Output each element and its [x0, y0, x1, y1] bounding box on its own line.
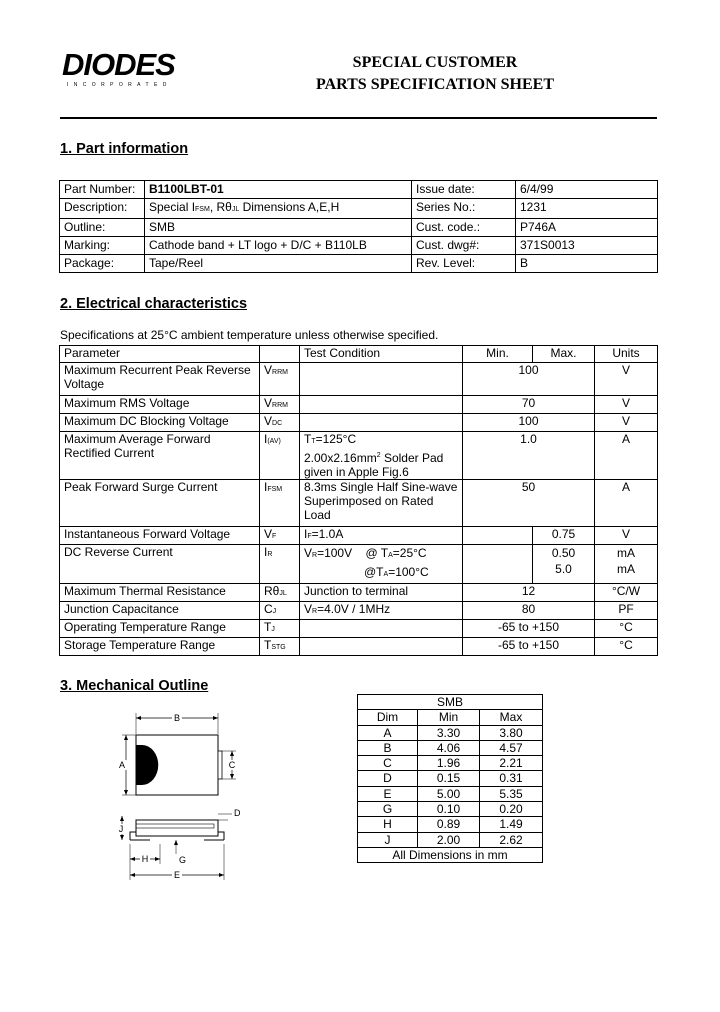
- table-row: [60, 432, 658, 480]
- value: 1.0: [463, 432, 595, 480]
- max: 4.57: [480, 740, 543, 755]
- value: -65 to +150: [463, 620, 595, 638]
- condition: VR=4.0V / 1MHz: [300, 602, 463, 620]
- symbol: I(AV): [260, 432, 300, 480]
- unit: V: [595, 396, 658, 414]
- value: 1231: [516, 199, 658, 219]
- param: Maximum Thermal Resistance: [60, 584, 260, 602]
- max: 0.20: [480, 802, 543, 817]
- section-1-heading: 1. Part information: [60, 141, 189, 157]
- condition: [300, 620, 463, 638]
- part-number: B1100LBT-01: [145, 181, 412, 199]
- table-header-row: [60, 346, 658, 363]
- max: 3.80: [480, 725, 543, 740]
- value: 50: [463, 480, 595, 527]
- table-header-row: [358, 710, 543, 725]
- dim: J: [358, 832, 418, 847]
- param: Operating Temperature Range: [60, 620, 260, 638]
- dim-title: SMB: [358, 695, 543, 710]
- table-row: [358, 817, 543, 832]
- dim-footer: All Dimensions in mm: [358, 847, 543, 862]
- table-row: [60, 638, 658, 656]
- unit: V: [595, 527, 658, 545]
- table-row: [358, 695, 543, 710]
- table-row: [358, 771, 543, 786]
- title-line-1: SPECIAL CUSTOMER: [352, 54, 518, 71]
- symbol: IR: [260, 545, 300, 584]
- max: 0.75: [533, 527, 595, 545]
- logo-subtitle: INCORPORATED: [67, 82, 172, 88]
- table-row: [358, 786, 543, 801]
- table-row: [60, 237, 658, 255]
- param: Peak Forward Surge Current: [60, 480, 260, 527]
- dim: G: [358, 802, 418, 817]
- table-row: [60, 414, 658, 432]
- label: Description:: [60, 199, 145, 219]
- condition: TT=125°C $2.00x2.16mm^2$ Solder Pad given in Apple Fig.6: [300, 432, 463, 480]
- table-row: [358, 725, 543, 740]
- header-test-condition: Test Condition: [300, 346, 463, 363]
- label: Cust. code.:: [412, 219, 516, 237]
- min: 5.00: [418, 786, 480, 801]
- table-row: [60, 199, 658, 219]
- symbol: VRRM: [260, 396, 300, 414]
- symbol: IFSM: [260, 480, 300, 527]
- label: Series No.:: [412, 199, 516, 219]
- max: 5.35: [480, 786, 543, 801]
- min: 4.06: [418, 740, 480, 755]
- dim: B: [358, 740, 418, 755]
- symbol: TSTG: [260, 638, 300, 656]
- label-j: J: [118, 824, 124, 834]
- diodes-logo: DIODES: [62, 47, 175, 82]
- param: Storage Temperature Range: [60, 638, 260, 656]
- param: Maximum RMS Voltage: [60, 396, 260, 414]
- unit: A: [595, 432, 658, 480]
- table-row: [358, 756, 543, 771]
- value: 6/4/99: [516, 181, 658, 199]
- dim: C: [358, 756, 418, 771]
- description-value: Special IFSM, RθJL Dimensions A,E,H: [145, 199, 412, 219]
- unit: V: [595, 414, 658, 432]
- label: Rev. Level:: [412, 255, 516, 273]
- param: Maximum DC Blocking Voltage: [60, 414, 260, 432]
- symbol: RθJL: [260, 584, 300, 602]
- label: Marking:: [60, 237, 145, 255]
- header-symbol: [260, 346, 300, 363]
- value: SMB: [145, 219, 412, 237]
- value: 371S0013: [516, 237, 658, 255]
- table-row: [60, 545, 658, 584]
- value: Cathode band + LT logo + D/C + B110LB: [145, 237, 412, 255]
- label: Part Number:: [60, 181, 145, 199]
- dim: D: [358, 771, 418, 786]
- min: 2.00: [418, 832, 480, 847]
- table-row: [60, 363, 658, 396]
- dim: E: [358, 786, 418, 801]
- header-dim: Dim: [358, 710, 418, 725]
- label-g: G: [179, 855, 187, 865]
- section-2-heading: 2. Electrical characteristics: [60, 296, 248, 312]
- unit: mA mA: [595, 545, 658, 584]
- max: 0.31: [480, 771, 543, 786]
- min: [463, 545, 533, 584]
- title-line-2: PARTS SPECIFICATION SHEET: [315, 76, 554, 93]
- symbol: CJ: [260, 602, 300, 620]
- min: 3.30: [418, 725, 480, 740]
- label-e: E: [173, 870, 181, 880]
- condition: [300, 638, 463, 656]
- condition: [300, 363, 463, 396]
- value: P746A: [516, 219, 658, 237]
- label: Cust. dwg#:: [412, 237, 516, 255]
- condition: 8.3ms Single Half Sine-wave Superimposed on Rated Load: [300, 480, 463, 527]
- unit: °C: [595, 638, 658, 656]
- value: Tape/Reel: [145, 255, 412, 273]
- label-h: H: [141, 854, 149, 864]
- param: Instantaneous Forward Voltage: [60, 527, 260, 545]
- value: 100: [463, 414, 595, 432]
- table-row: [60, 527, 658, 545]
- min: 0.15: [418, 771, 480, 786]
- condition: [300, 396, 463, 414]
- param: Junction Capacitance: [60, 602, 260, 620]
- label: Package:: [60, 255, 145, 273]
- value: B: [516, 255, 658, 273]
- value: 100: [463, 363, 595, 396]
- header-rule: [60, 117, 657, 119]
- unit: PF: [595, 602, 658, 620]
- unit: °C: [595, 620, 658, 638]
- header-units: Units: [595, 346, 658, 363]
- table-row: [60, 602, 658, 620]
- symbol: VDC: [260, 414, 300, 432]
- table-row: [358, 802, 543, 817]
- section-3-heading: 3. Mechanical Outline: [60, 678, 209, 694]
- symbol: TJ: [260, 620, 300, 638]
- condition: [300, 414, 463, 432]
- table-row: [60, 396, 658, 414]
- min: 0.89: [418, 817, 480, 832]
- table-row: [60, 219, 658, 237]
- max: 1.49: [480, 817, 543, 832]
- symbol: VRRM: [260, 363, 300, 396]
- dimensions-table: [357, 694, 543, 863]
- table-row: [358, 740, 543, 755]
- header-max: Max.: [533, 346, 595, 363]
- min: 0.10: [418, 802, 480, 817]
- part-info-table: [59, 180, 658, 273]
- dim: H: [358, 817, 418, 832]
- header-min: Min.: [463, 346, 533, 363]
- param: DC Reverse Current: [60, 545, 260, 584]
- param: Maximum Recurrent Peak Reverse Voltage: [60, 363, 260, 396]
- dim: A: [358, 725, 418, 740]
- value: -65 to +150: [463, 638, 595, 656]
- unit: V: [595, 363, 658, 396]
- spec-note: Specifications at 25°C ambient temperature unless otherwise specified.: [60, 328, 439, 342]
- electrical-table: [59, 345, 658, 656]
- param: Maximum Average Forward Rectified Current: [60, 432, 260, 480]
- table-row: [60, 255, 658, 273]
- header-max: Max: [480, 710, 543, 725]
- value: 12: [463, 584, 595, 602]
- table-row: [60, 181, 658, 199]
- mechanical-outline-drawing: [100, 708, 260, 886]
- label-d: D: [234, 808, 241, 818]
- symbol: VF: [260, 527, 300, 545]
- min: 1.96: [418, 756, 480, 771]
- condition: Junction to terminal: [300, 584, 463, 602]
- table-row: [358, 847, 543, 862]
- label-c: C: [228, 760, 236, 770]
- table-row: [60, 620, 658, 638]
- max: 2.62: [480, 832, 543, 847]
- label: Outline:: [60, 219, 145, 237]
- max: 2.21: [480, 756, 543, 771]
- header-parameter: Parameter: [60, 346, 260, 363]
- condition: IF=1.0A: [300, 527, 463, 545]
- max: 0.50 5.0: [533, 545, 595, 584]
- table-row: [60, 480, 658, 527]
- header-min: Min: [418, 710, 480, 725]
- label-b: B: [173, 713, 181, 723]
- table-row: [60, 584, 658, 602]
- table-row: [358, 832, 543, 847]
- min: [463, 527, 533, 545]
- unit: A: [595, 480, 658, 527]
- label: Issue date:: [412, 181, 516, 199]
- value: 80: [463, 602, 595, 620]
- unit: °C/W: [595, 584, 658, 602]
- condition: VR=100V @ TA=25°C @TA=100°C: [300, 545, 463, 584]
- label-a: A: [118, 760, 126, 770]
- value: 70: [463, 396, 595, 414]
